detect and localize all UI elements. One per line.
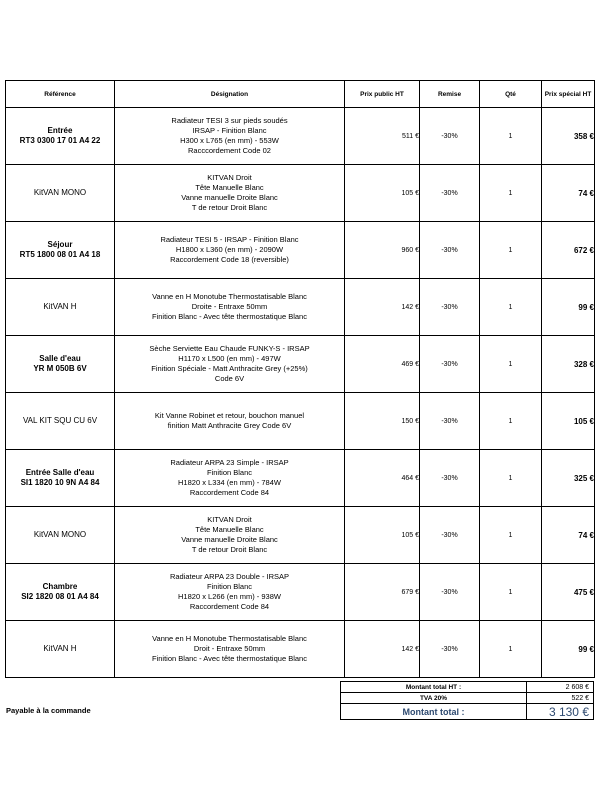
reference-cell xyxy=(6,621,115,678)
designation-line: Raccordement Code 84 xyxy=(189,488,270,497)
table-row xyxy=(6,222,595,279)
quantity-cell: 1 xyxy=(480,564,542,621)
public-price-cell: 464 € xyxy=(345,450,420,507)
special-price-cell: 74 € xyxy=(542,507,595,564)
table-row xyxy=(6,108,595,165)
designation-cell xyxy=(115,393,345,450)
discount-cell: -30% xyxy=(420,450,480,507)
reference-line: RT3 0300 17 01 A4 22 xyxy=(19,136,101,145)
designation-line: Radiateur TESI 3 sur pieds soudés xyxy=(171,116,288,125)
designation-line: Code 6V xyxy=(214,374,245,383)
quantity-cell: 1 xyxy=(480,507,542,564)
header-reference: Référence xyxy=(6,81,115,108)
designation-line: Radiateur ARPA 23 Double - IRSAP xyxy=(169,572,290,581)
designation-line: Vanne manuelle Droite Blanc xyxy=(181,535,278,544)
reference-cell xyxy=(6,222,115,279)
designation-line: H1820 x L334 (en mm) - 784W xyxy=(178,478,281,487)
reference-line: YR M 050B 6V xyxy=(33,364,87,373)
reference-line: Salle d'eau xyxy=(39,354,81,363)
total-ht-value: 2 608 € xyxy=(527,682,594,693)
public-price-cell: 105 € xyxy=(345,507,420,564)
designation-line: H1800 x L360 (en mm) - 2090W xyxy=(175,245,284,254)
designation-cell xyxy=(115,621,345,678)
reference-line: Séjour xyxy=(47,240,73,249)
designation-line: finition Matt Anthracite Grey Code 6V xyxy=(167,421,292,430)
reference-cell xyxy=(6,108,115,165)
reference-line: Chambre xyxy=(42,582,78,591)
designation-cell xyxy=(115,165,345,222)
designation-line: Radiateur TESI 5 - IRSAP - Finition Blanc xyxy=(160,235,299,244)
reference-cell xyxy=(6,393,115,450)
special-price-cell: 105 € xyxy=(542,393,595,450)
table-row xyxy=(6,450,595,507)
designation-line: Sèche Serviette Eau Chaude FUNKY-S - IRSAP xyxy=(149,344,310,353)
designation-line: KITVAN Droit xyxy=(207,515,252,524)
designation-line: Vanne manuelle Droite Blanc xyxy=(181,193,278,202)
table-row xyxy=(6,165,595,222)
quantity-cell: 1 xyxy=(480,165,542,222)
tva-value: 522 € xyxy=(527,693,594,704)
header-designation: Désignation xyxy=(115,81,345,108)
discount-cell: -30% xyxy=(420,621,480,678)
public-price-cell: 511 € xyxy=(345,108,420,165)
reference-line: RT5 1800 08 01 A4 18 xyxy=(19,250,101,259)
designation-line: Vanne en H Monotube Thermostatisable Blanc xyxy=(152,292,307,301)
table-row xyxy=(6,621,595,678)
designation-line: Finition Blanc xyxy=(206,468,253,477)
reference-line: KitVAN MONO xyxy=(33,188,87,197)
designation-line: H1170 x L500 (en mm) - 497W xyxy=(178,354,281,363)
designation-cell xyxy=(115,336,345,393)
designation-line: Raccordement Code 18 (reversible) xyxy=(170,255,289,264)
designation-line: H300 x L765 (en mm) - 553W xyxy=(180,136,279,145)
discount-cell: -30% xyxy=(420,393,480,450)
designation-line: Racccordement Code 02 xyxy=(188,146,271,155)
discount-cell: -30% xyxy=(420,279,480,336)
designation-line: Tête Manuelle Blanc xyxy=(195,525,264,534)
public-price-cell: 469 € xyxy=(345,336,420,393)
public-price-cell: 142 € xyxy=(345,279,420,336)
special-price-cell: 358 € xyxy=(542,108,595,165)
payable-note: Payable à la commande xyxy=(6,706,91,715)
reference-cell xyxy=(6,165,115,222)
totals-table xyxy=(340,681,594,720)
designation-cell xyxy=(115,279,345,336)
designation-line: Raccordement Code 84 xyxy=(189,602,270,611)
designation-line: Finition Blanc - Avec tête thermostatique Blanc xyxy=(152,312,307,321)
designation-cell xyxy=(115,507,345,564)
designation-line: Tête Manuelle Blanc xyxy=(195,183,264,192)
reference-cell xyxy=(6,336,115,393)
quantity-cell: 1 xyxy=(480,450,542,507)
designation-line: Droit - Entraxe 50mm xyxy=(193,644,266,653)
designation-line: T de retour Droit Blanc xyxy=(191,203,268,212)
public-price-cell: 150 € xyxy=(345,393,420,450)
quantity-cell: 1 xyxy=(480,279,542,336)
reference-line: KitVAN H xyxy=(43,302,77,311)
quantity-cell: 1 xyxy=(480,336,542,393)
quantity-cell: 1 xyxy=(480,393,542,450)
discount-cell: -30% xyxy=(420,165,480,222)
designation-line: Finition Blanc xyxy=(206,582,253,591)
header-quantity: Qté xyxy=(480,81,542,108)
table-row xyxy=(6,564,595,621)
designation-line: Droite - Entraxe 50mm xyxy=(191,302,268,311)
total-ht-label: Montant total HT : xyxy=(341,682,527,693)
public-price-cell: 679 € xyxy=(345,564,420,621)
designation-cell xyxy=(115,222,345,279)
reference-cell xyxy=(6,564,115,621)
special-price-cell: 99 € xyxy=(542,621,595,678)
tva-row xyxy=(341,693,594,704)
reference-cell xyxy=(6,450,115,507)
designation-cell xyxy=(115,108,345,165)
special-price-cell: 672 € xyxy=(542,222,595,279)
designation-cell xyxy=(115,564,345,621)
special-price-cell: 74 € xyxy=(542,165,595,222)
discount-cell: -30% xyxy=(420,222,480,279)
table-row xyxy=(6,507,595,564)
reference-cell xyxy=(6,279,115,336)
quantity-cell: 1 xyxy=(480,108,542,165)
designation-line: H1820 x L266 (en mm) - 938W xyxy=(178,592,281,601)
special-price-cell: 328 € xyxy=(542,336,595,393)
discount-cell: -30% xyxy=(420,507,480,564)
reference-line: KitVAN H xyxy=(43,644,77,653)
designation-line: IRSAP - Finition Blanc xyxy=(192,126,267,135)
reference-line: VAL KIT SQU CU 6V xyxy=(22,416,98,425)
total-ht-row xyxy=(341,682,594,693)
grand-total-value: 3 130 € xyxy=(527,704,594,720)
table-header-row xyxy=(6,81,595,108)
designation-line: Radiateur ARPA 23 Simple - IRSAP xyxy=(170,458,289,467)
reference-cell xyxy=(6,507,115,564)
grand-total-label: Montant total : xyxy=(341,704,527,720)
header-public-price: Prix public HT xyxy=(345,81,420,108)
table-row xyxy=(6,393,595,450)
special-price-cell: 475 € xyxy=(542,564,595,621)
discount-cell: -30% xyxy=(420,564,480,621)
grand-total-row xyxy=(341,704,594,720)
designation-line: Finition Spéciale - Matt Anthracite Grey (+25%) xyxy=(151,364,308,373)
special-price-cell: 325 € xyxy=(542,450,595,507)
special-price-cell: 99 € xyxy=(542,279,595,336)
header-discount: Remise xyxy=(420,81,480,108)
reference-line: SI1 1820 10 9N A4 84 xyxy=(20,478,100,487)
designation-line: Finition Blanc - Avec tête thermostatique Blanc xyxy=(152,654,307,663)
designation-line: Vanne en H Monotube Thermostatisable Blanc xyxy=(152,634,307,643)
discount-cell: -30% xyxy=(420,336,480,393)
public-price-cell: 142 € xyxy=(345,621,420,678)
quote-table xyxy=(5,80,595,678)
designation-line: Kit Vanne Robinet et retour, bouchon manuel xyxy=(154,411,305,420)
public-price-cell: 960 € xyxy=(345,222,420,279)
designation-cell xyxy=(115,450,345,507)
public-price-cell: 105 € xyxy=(345,165,420,222)
reference-line: SI2 1820 08 01 A4 84 xyxy=(21,592,99,601)
quantity-cell: 1 xyxy=(480,621,542,678)
designation-line: KITVAN Droit xyxy=(207,173,252,182)
reference-line: Entrée xyxy=(47,126,73,135)
discount-cell: -30% xyxy=(420,108,480,165)
reference-line: KitVAN MONO xyxy=(33,530,87,539)
reference-line: Entrée Salle d'eau xyxy=(25,468,95,477)
table-row xyxy=(6,279,595,336)
quantity-cell: 1 xyxy=(480,222,542,279)
tva-label: TVA 20% xyxy=(341,693,527,704)
header-special-price: Prix spécial HT xyxy=(542,81,595,108)
table-row xyxy=(6,336,595,393)
designation-line: T de retour Droit Blanc xyxy=(191,545,268,554)
